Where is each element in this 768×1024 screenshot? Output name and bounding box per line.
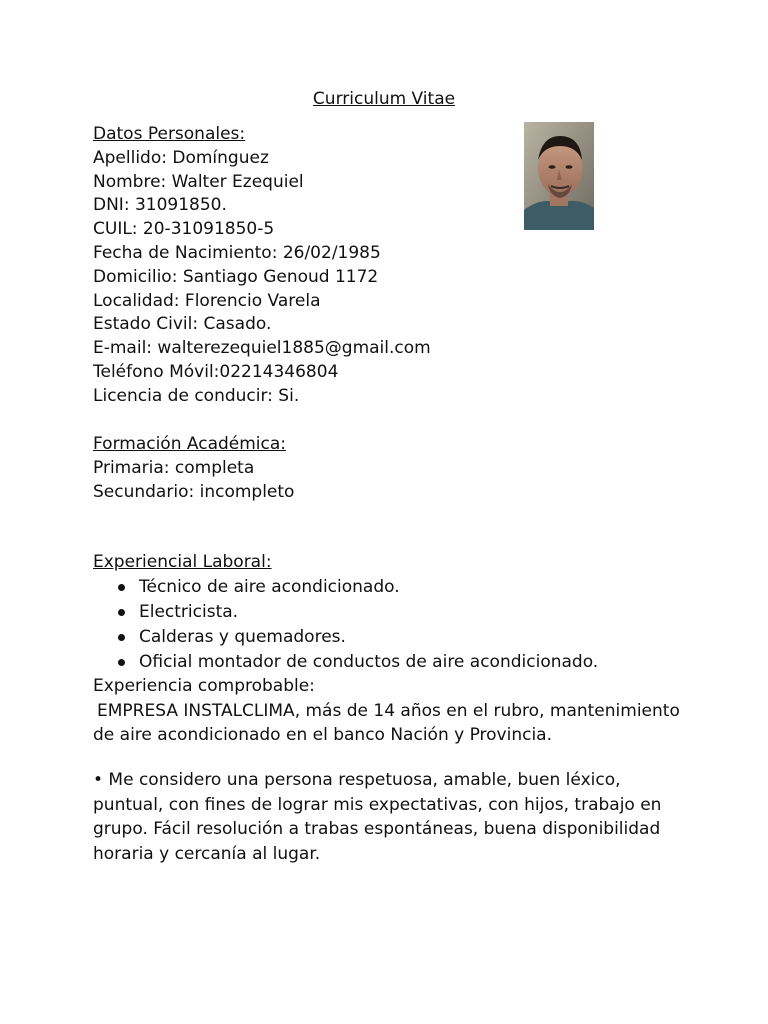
birth-date-line: Fecha de Nacimiento: 26/02/1985: [93, 242, 381, 263]
experience-item-text: Oficial montador de conductos de aire acondicionado.: [139, 651, 599, 672]
academic-heading: Formación Académica:: [93, 434, 287, 454]
personal-data-heading: Datos Personales:: [93, 124, 246, 144]
email-line: E-mail: walterezequiel1885@gmail.com: [93, 338, 431, 359]
profile-photo: [524, 122, 594, 230]
verifiable-experience-line-1: EMPRESA INSTALCLIMA, más de 14 años en el rubro, mantenimiento: [97, 700, 680, 721]
experience-list: [93, 575, 598, 675]
personal-profile-paragraph: • Me considero una persona respetuosa, amable, buen léxico, puntual, con fines de lograr mis expectativas, con hijos, trabajo en grupo. Fácil resolución a trabas espontáneas, buena disponibilidad horaria y cercanía al lugar.: [93, 770, 662, 864]
experience-item: [93, 625, 598, 650]
bullet-icon: [118, 634, 125, 641]
driving-license-line: Licencia de conducir: Si.: [93, 385, 300, 406]
document-title: Curriculum Vitae: [312, 89, 456, 109]
dni-line: DNI: 31091850.: [93, 195, 227, 216]
bullet-icon: [118, 584, 125, 591]
locality-line: Localidad: Florencio Varela: [93, 290, 321, 311]
experience-item: [93, 650, 598, 675]
experience-section: [93, 551, 598, 675]
first-name-line: Nombre: Walter Ezequiel: [93, 171, 304, 192]
experience-item-text: Técnico de aire acondicionado.: [139, 576, 400, 597]
verifiable-experience-label: Experiencia comprobable:: [93, 676, 315, 696]
cuil-line: CUIL: 20-31091850-5: [93, 219, 275, 240]
experience-item: [93, 600, 598, 625]
personal-data-section: [93, 123, 431, 409]
primary-school-line: Primaria: completa: [93, 457, 255, 478]
verifiable-experience-line-2: de aire acondicionado en el banco Nación y Provincia.: [93, 725, 553, 746]
mobile-phone-line: Teléfono Móvil:02214346804: [93, 361, 339, 382]
experience-item-text: Calderas y quemadores.: [139, 626, 346, 647]
bullet-icon: [118, 659, 125, 666]
surname-line: Apellido: Domínguez: [93, 147, 269, 168]
experience-item-text: Electricista.: [139, 601, 239, 622]
secondary-school-line: Secundario: incompleto: [93, 481, 295, 502]
experience-heading: Experiencial Laboral:: [93, 552, 272, 572]
civil-status-line: Estado Civil: Casado.: [93, 314, 272, 335]
verifiable-experience-paragraph: [93, 674, 693, 748]
address-line: Domicilio: Santiago Genoud 1172: [93, 266, 379, 287]
bullet-icon: [118, 609, 125, 616]
academic-section: [93, 433, 294, 504]
experience-item: [93, 575, 598, 600]
